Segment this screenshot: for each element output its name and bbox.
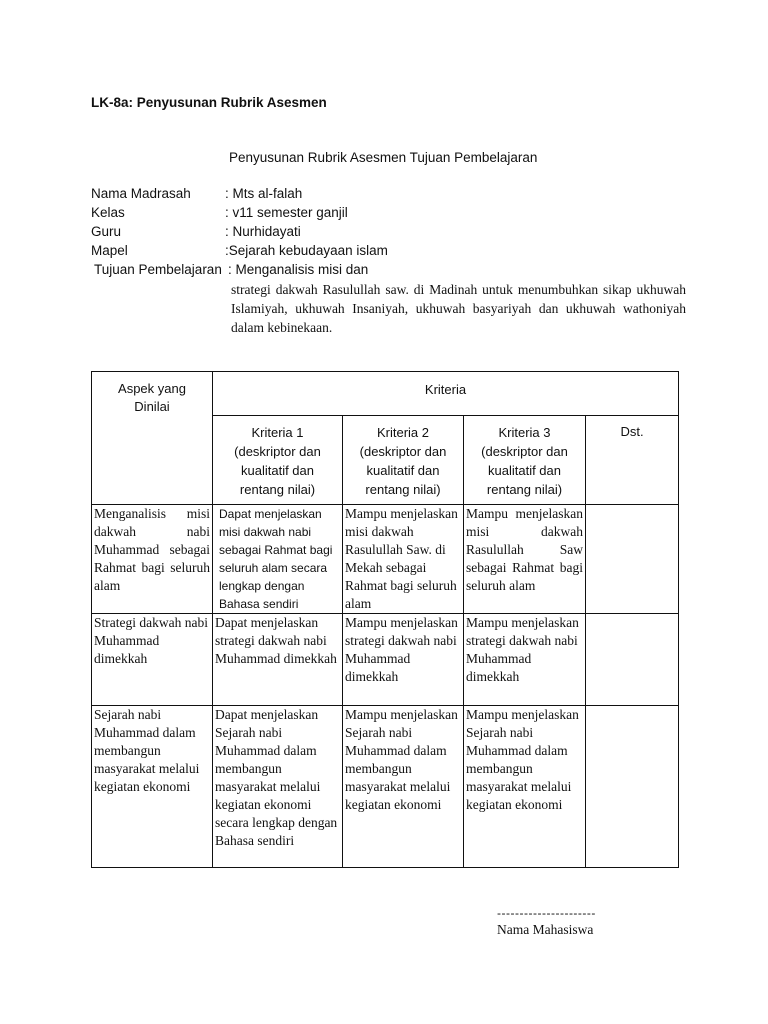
dst-header: Dst. <box>586 416 679 505</box>
kriteria-2-header: Kriteria 2 (deskriptor dan kualitatif dan rentang nilai) <box>343 416 464 505</box>
table-row <box>92 614 679 706</box>
kriteria-1-cell: Dapat menjelaskan Sejarah nabi Muhammad dalam membangun masyarakat melalui kegiatan ekonomi secara lengkap dengan Bahasa sendiri <box>213 706 343 868</box>
kriteria-2-cell: Mampu menjelaskan Sejarah nabi Muhammad dalam membangun masyarakat melalui kegiatan ekonomi <box>343 706 464 868</box>
aspek-cell: Strategi dakwah nabi Muhammad dimekkah <box>92 614 213 706</box>
kriteria-1-cell: Dapat menjelaskan strategi dakwah nabi Muhammad dimekkah <box>213 614 343 706</box>
kelas-label: Kelas <box>91 205 125 220</box>
signature-name: Nama Mahasiswa <box>497 922 594 937</box>
kriteria-3-cell: Mampu menjelaskan strategi dakwah nabi Muhammad dimekkah <box>464 614 586 706</box>
kriteria-3-cell: Mampu menjelaskan Sejarah nabi Muhammad dalam membangun masyarakat melalui kegiatan ekonomi <box>464 706 586 868</box>
aspek-cell: Sejarah nabi Muhammad dalam membangun masyarakat melalui kegiatan ekonomi <box>92 706 213 868</box>
aspek-cell: Menganalisis misi dakwah nabi Muhammad sebagai Rahmat bagi seluruh alam <box>92 505 213 614</box>
kriteria-1-header: Kriteria 1 (deskriptor dan kualitatif dan rentang nilai) <box>213 416 343 505</box>
kriteria-header: Kriteria <box>213 372 679 416</box>
kriteria-2-cell: Mampu menjelaskan misi dakwah Rasulullah Saw. di Mekah sebagai Rahmat bagi seluruh alam <box>343 505 464 614</box>
table-row <box>92 706 679 868</box>
guru-label: Guru <box>91 224 122 239</box>
kriteria-3-cell: Mampu menjelaskan misi dakwah Rasulullah Saw sebagai Rahmat bagi seluruh alam <box>464 505 586 614</box>
nama-madrasah-label: Nama Madrasah <box>91 186 191 201</box>
document-title: LK-8a: Penyusunan Rubrik Asesmen <box>91 95 327 110</box>
mapel-value: :Sejarah kebudayaan islam <box>225 243 388 258</box>
kelas-value: : v11 semester ganjil <box>225 205 348 220</box>
tujuan-label: Tujuan Pembelajaran <box>94 262 222 277</box>
kriteria-2-cell: Mampu menjelaskan strategi dakwah nabi Muhammad dimekkah <box>343 614 464 706</box>
guru-value: : Nurhidayati <box>225 224 301 239</box>
rubric-table <box>91 371 679 868</box>
nama-madrasah-value: : Mts al-falah <box>225 186 303 201</box>
dst-cell <box>586 706 679 868</box>
document-subtitle: Penyusunan Rubrik Asesmen Tujuan Pembelajaran <box>229 150 538 165</box>
table-header-row <box>92 372 679 416</box>
table-row <box>92 505 679 614</box>
tujuan-description: strategi dakwah Rasulullah saw. di Madinah untuk menumbuhkan sikap ukhuwah Islamiyah, ukhuwah Insaniyah, ukhuwah basyariyah dan ukhuwah wathoniyah dalam kebinekaan. <box>231 282 686 335</box>
signature-line: ---------------------- <box>497 906 596 920</box>
dst-cell <box>586 505 679 614</box>
kriteria-1-cell: Dapat menjelaskan misi dakwah nabi sebagai Rahmat bagi seluruh alam secara lengkap dengan Bahasa sendiri <box>213 505 343 614</box>
tujuan-value-first: : Menganalisis misi dan <box>228 262 369 277</box>
mapel-label: Mapel <box>91 243 128 258</box>
kriteria-3-header: Kriteria 3 (deskriptor dan kualitatif dan rentang nilai) <box>464 416 586 505</box>
aspek-header: Aspek yang Dinilai <box>92 372 213 505</box>
dst-cell <box>586 614 679 706</box>
